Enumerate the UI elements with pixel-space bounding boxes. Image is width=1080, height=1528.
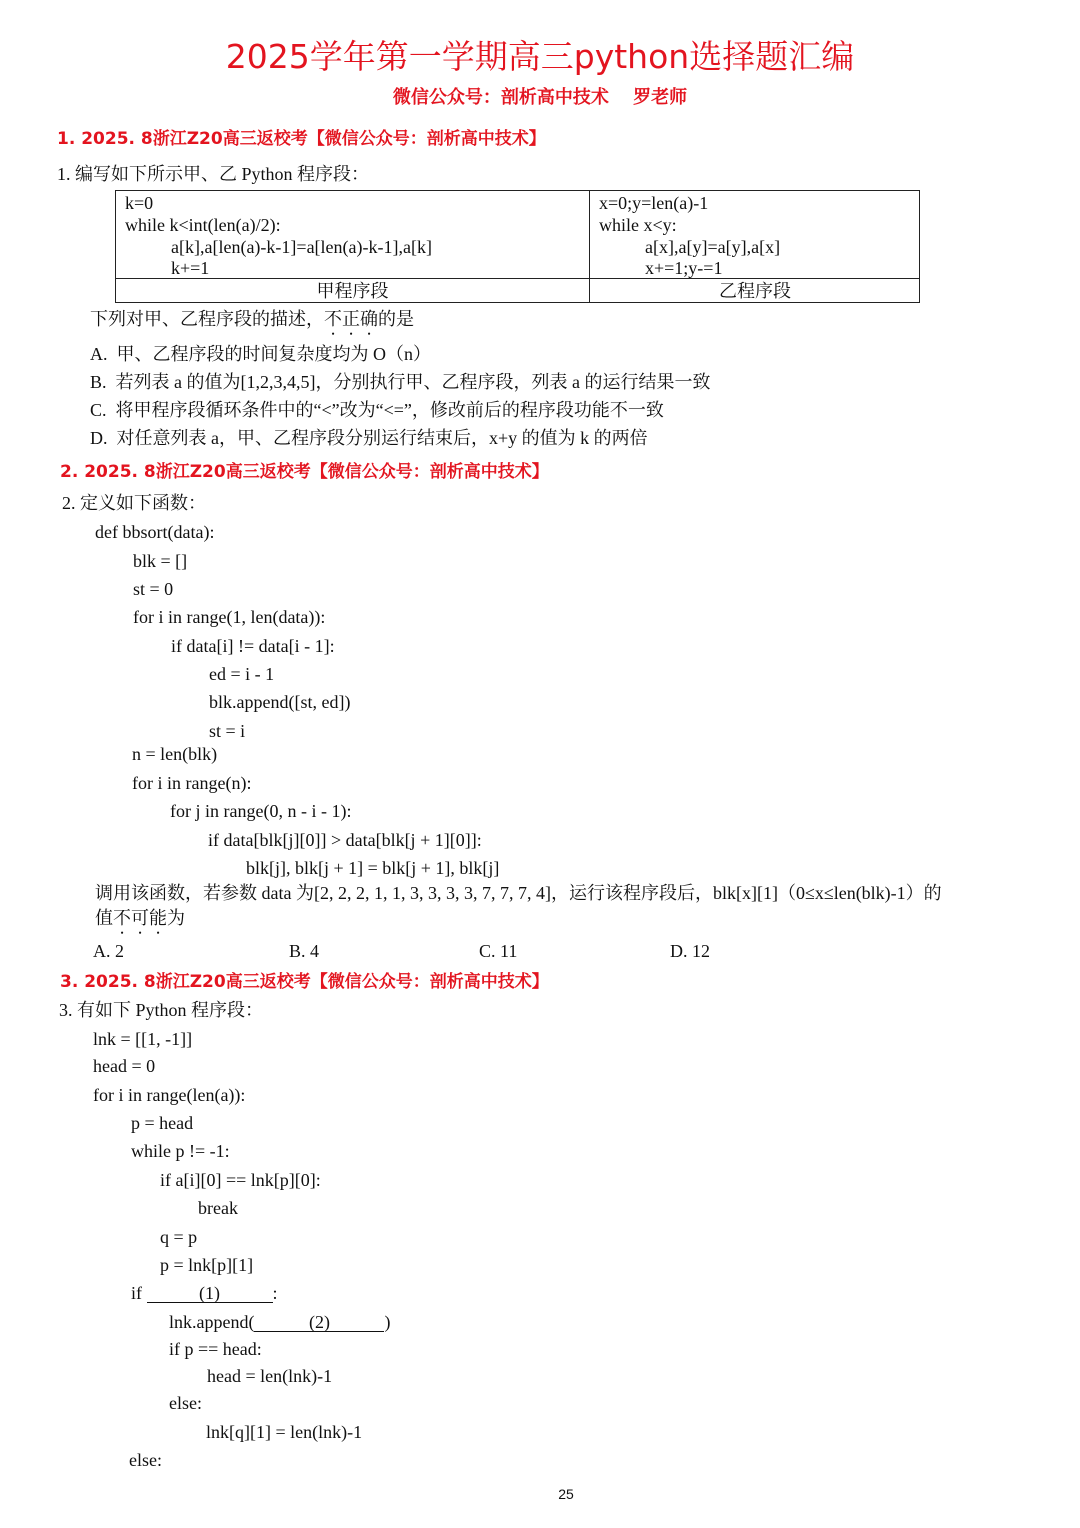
q2-question-emphasis: 不可能 <box>113 908 167 928</box>
q1-option-d: D. 对任意列表 a，甲、乙程序段分别运行结束后，x+y 的值为 k 的两倍 <box>90 428 648 448</box>
q2-code-line: for j in range(0, n - i - 1): <box>170 801 352 821</box>
q3-code-text: if <box>131 1283 147 1303</box>
q3-stem: 3. 有如下 Python 程序段： <box>59 1000 264 1020</box>
q1-right-code-line: while x<y: <box>599 215 677 235</box>
q2-option-d: D. 12 <box>670 941 710 961</box>
q1-question <box>90 308 414 339</box>
q3-code-line: if a[i][0] == lnk[p][0]: <box>160 1170 321 1190</box>
q1-option-b: B. 若列表 a 的值为[1,2,3,4,5]，分别执行甲、乙程序段，列表 a 的运行结果一致 <box>90 372 711 392</box>
document-title: 2025学年第一学期高三python选择题汇编 <box>225 37 855 76</box>
q2-option-c: C. 11 <box>479 941 518 961</box>
q3-code-line: head = 0 <box>93 1056 156 1076</box>
q3-code-line: else: <box>169 1393 202 1413</box>
q2-code-line: st = 0 <box>133 579 174 599</box>
q2-code-line: blk[j], blk[j + 1] = blk[j + 1], blk[j] <box>246 858 500 878</box>
q3-code-line: break <box>198 1198 238 1218</box>
q3-code-line: lnk = [[1, -1]] <box>93 1029 193 1049</box>
q3-blank-1: (1) <box>147 1284 273 1303</box>
q1-left-code-line: k+=1 <box>171 258 210 278</box>
q2-code-line: ed = i - 1 <box>209 664 275 684</box>
q2-question-line: 调用该函数，若参数 data 为[2, 2, 2, 1, 1, 3, 3, 3, 3, 7, 7, 7, 4]，运行该程序段后，blk[x][1]（0≤x≤len(blk)-1）的 <box>95 883 942 903</box>
q2-code-line: for i in range(n): <box>132 773 252 793</box>
q1-left-code-line: a[k],a[len(a)-k-1]=a[len(a)-k-1],a[k] <box>171 237 432 257</box>
q1-right-code-line: x=0;y=len(a)-1 <box>599 193 709 213</box>
q1-question-text: 下列对甲、乙程序段的描述， <box>90 309 324 329</box>
q2-question-text: 值 <box>95 908 113 928</box>
q1-left-caption: 甲程序段 <box>316 281 389 301</box>
q3-code-line: lnk[q][1] = len(lnk)-1 <box>206 1422 363 1442</box>
q1-left-code-line: k=0 <box>125 193 154 213</box>
page-number: 25 <box>558 1486 574 1502</box>
q1-option-c: C. 将甲程序段循环条件中的“<”改为“<=”，修改前后的程序段功能不一致 <box>90 400 664 420</box>
q2-question-text: 为 <box>167 908 185 928</box>
q3-code-line: else: <box>129 1450 162 1470</box>
q2-code-line: n = len(blk) <box>132 744 218 764</box>
q2-code-line: blk.append([st, ed]) <box>209 692 351 712</box>
q3-code-line: p = head <box>131 1113 194 1133</box>
q2-code-line: if data[blk[j][0]] > data[blk[j + 1][0]]: <box>208 830 482 850</box>
q1-left-code-line: while k<int(len(a)/2): <box>125 215 281 235</box>
q2-option-a: A. 2 <box>93 941 124 961</box>
q3-code-line: p = lnk[p][1] <box>160 1255 254 1275</box>
q1-right-code-line: x+=1;y-=1 <box>645 258 723 278</box>
q3-code-line: while p != -1: <box>131 1141 230 1161</box>
q3-code-line-if <box>131 1282 278 1304</box>
document-subtitle: 微信公众号：剖析高中技术 罗老师 <box>392 87 688 108</box>
q2-code-line: st = i <box>209 721 246 741</box>
q1-stem: 1. 编写如下所示甲、乙 Python 程序段： <box>57 164 370 184</box>
q2-option-b: B. 4 <box>289 941 320 961</box>
q3-header: 3. 2025. 8浙江Z20高三返校考【微信公众号：剖析高中技术】 <box>60 972 549 992</box>
q3-code-line: for i in range(len(a)): <box>93 1085 246 1105</box>
q2-header: 2. 2025. 8浙江Z20高三返校考【微信公众号：剖析高中技术】 <box>60 462 549 482</box>
q2-question-line <box>95 907 185 938</box>
q1-question-text: 的是 <box>378 309 414 329</box>
q1-header: 1. 2025. 8浙江Z20高三返校考【微信公众号：剖析高中技术】 <box>57 129 546 149</box>
q3-code-line: q = p <box>160 1227 198 1247</box>
q1-option-a: A. 甲、乙程序段的时间复杂度均为 O（n） <box>90 344 431 364</box>
q2-code-line: blk = [] <box>133 551 188 571</box>
q2-code-line: if data[i] != data[i - 1]: <box>171 636 335 656</box>
q3-code-text: : <box>272 1283 278 1303</box>
q1-right-caption: 乙程序段 <box>719 281 791 301</box>
q3-code-text: ) <box>384 1312 391 1332</box>
q2-stem: 2. 定义如下函数： <box>62 493 206 513</box>
q3-blank-2: (2) <box>254 1313 384 1332</box>
q1-right-code-line: a[x],a[y]=a[y],a[x] <box>645 237 781 257</box>
q3-code-line: if p == head: <box>169 1339 262 1359</box>
q2-code-line: def bbsort(data): <box>95 522 215 542</box>
q2-code-line: for i in range(1, len(data)): <box>133 607 326 627</box>
q3-code-line-append <box>169 1311 390 1333</box>
q3-code-line: head = len(lnk)-1 <box>207 1366 333 1386</box>
q3-code-text: lnk.append( <box>169 1312 255 1332</box>
q1-question-emphasis: 不正确 <box>324 309 378 329</box>
